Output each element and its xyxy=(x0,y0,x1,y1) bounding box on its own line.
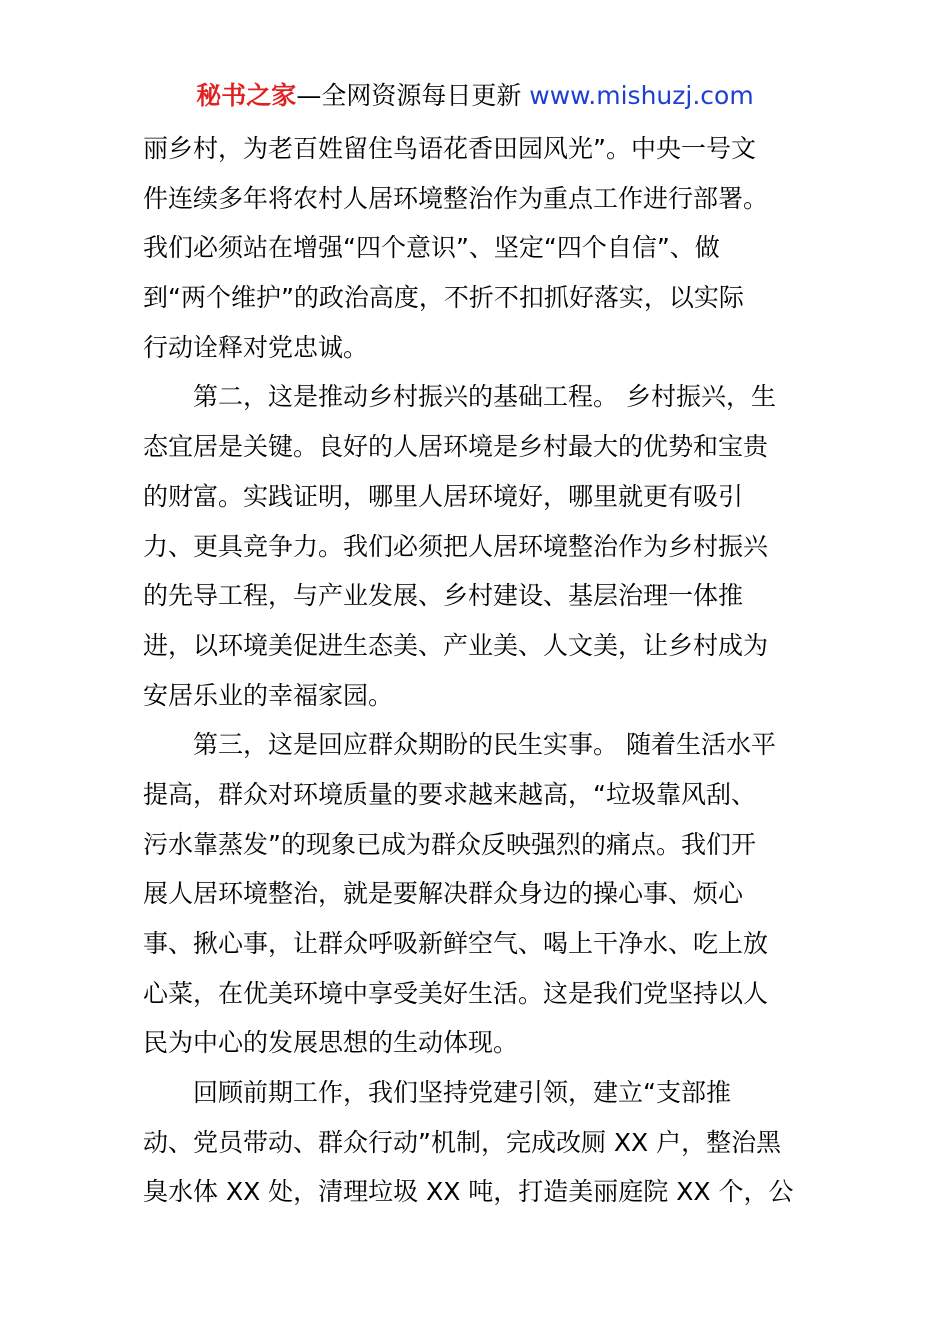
text-line: 力、更具竞争力。我们必须把人居环境整治作为乡村振兴 xyxy=(143,531,769,561)
text-line: 污水靠蒸发”的现象已成为群众反映强烈的痛点。我们开 xyxy=(143,829,756,859)
text-line: 进，以环境美促进生态美、产业美、人文美，让乡村成为 xyxy=(143,630,769,660)
text-line: 的先导工程，与产业发展、乡村建设、基层治理一体推 xyxy=(143,581,744,611)
text-line: 件连续多年将农村人居环境整治作为重点工作进行部署。 xyxy=(143,183,769,213)
text-line: 行动诠释对党忠诚。 xyxy=(143,332,369,362)
text-line: 臭水体 XX 处，清理垃圾 XX 吨，打造美丽庭院 XX 个，公 xyxy=(143,1177,794,1207)
page-header xyxy=(0,78,950,114)
text-line: 心菜，在优美环境中享受美好生活。这是我们党坚持以人 xyxy=(143,978,769,1008)
text-line: 展人居环境整治，就是要解决群众身边的操心事、烦心 xyxy=(143,879,744,909)
paragraph-start-line: 第三，这是回应群众期盼的民生实事。 随着生活水平 xyxy=(193,730,776,760)
document-body xyxy=(143,124,808,1217)
text-line: 我们必须站在增强“四个意识”、坚定“四个自信”、做 xyxy=(143,233,720,263)
text-line: 丽乡村，为老百姓留住鸟语花香田园风光”。中央一号文 xyxy=(143,134,756,163)
paragraph-start-line: 第二，这是推动乡村振兴的基础工程。 乡村振兴，生 xyxy=(193,382,776,412)
text-line: 事、揪心事，让群众呼吸新鲜空气、喝上干净水、吃上放 xyxy=(143,929,769,958)
text-line: 民为中心的发展思想的生动体现。 xyxy=(143,1028,519,1058)
paragraph-start-line: 回顾前期工作，我们坚持党建引领，建立“支部推 xyxy=(193,1078,731,1108)
text-line: 的财富。实践证明，哪里人居环境好，哪里就更有吸引 xyxy=(143,481,744,511)
text-line: 提高，群众对环境质量的要求越来越高，“垃圾靠风刮、 xyxy=(143,779,756,809)
text-line: 态宜居是关键。良好的人居环境是乡村最大的优势和宝贵 xyxy=(143,432,769,462)
text-line: 安居乐业的幸福家园。 xyxy=(143,680,394,710)
text-line: 动、党员带动、群众行动”机制，完成改厕 XX 户，整治黑 xyxy=(143,1127,782,1157)
brand-name: 秘书之家 xyxy=(196,81,297,110)
site-url[interactable]: www.mishuzj.com xyxy=(529,81,754,110)
header-tagline: —全网资源每日更新 xyxy=(296,81,530,110)
text-line: 到“两个维护”的政治高度，不折不扣抓好落实，以实际 xyxy=(143,283,744,313)
